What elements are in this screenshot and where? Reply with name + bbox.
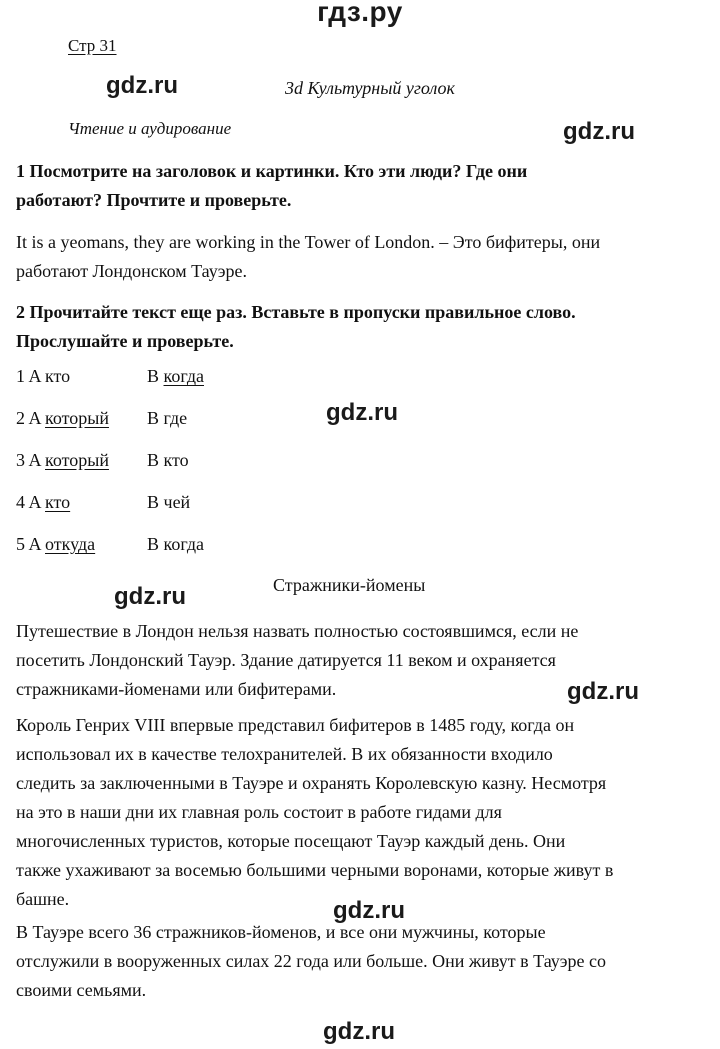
answer-b (147, 366, 204, 387)
answer-b (147, 450, 189, 471)
subsection-title: Чтение и аудирование (68, 119, 232, 138)
paragraph-2: Король Генрих VIII впервые представил бифитеров в 1485 году, когда он использовал их в качестве телохранителей. В их обязанности входило следить за заключенными в Тауэре и охранять Королевскую казну. Несмотря на это в наши дни их главная роль состоит в работе гидами для многочисленных туристов, которые посещают Тауэр каждый день. Они также ухаживают за восемью большими черными воронами, которые живут в башне. (16, 715, 614, 909)
answer-word-b: чей (163, 492, 191, 512)
answer-word-a: который (45, 408, 109, 428)
paragraph-1: Путешествие в Лондон нельзя назвать полностью состоявшимся, если не посетить Лондонский Тауэр. Здание датируется 11 веком и охраняется стражниками-йоменами или бифитерами. (16, 621, 579, 699)
watermark: gdz.ru (567, 678, 639, 705)
answer-number: 2 A (16, 408, 41, 428)
answer-word-b: когда (163, 366, 204, 386)
answer-number: 4 A (16, 492, 41, 512)
answer-a (16, 450, 109, 471)
task2-question: 2 Прочитайте текст еще раз. Вставьте в пропуски правильное слово. Прослушайте и проверьте. (16, 302, 576, 351)
answer-number: 5 A (16, 534, 41, 554)
text-title: Стражники-йомены (273, 575, 426, 595)
answer-word-a: кто (45, 492, 71, 512)
answer-a (16, 408, 109, 429)
page-label: Стр 31 (68, 36, 117, 55)
answer-b (147, 492, 190, 513)
watermark: gdz.ru (563, 118, 635, 145)
answer-number: 3 A (16, 450, 41, 470)
paragraph-3: В Тауэре всего 36 стражников-йоменов, и все они мужчины, которые отслужили в вооруженных силах 22 года или больше. Они живут в Тауэре со своими семьями. (16, 922, 606, 1000)
answer-word-a: который (45, 450, 109, 470)
answer-word-a: кто (45, 366, 71, 386)
answer-letter: B (147, 366, 160, 386)
answer-a (16, 366, 70, 387)
watermark: gdz.ru (114, 583, 186, 610)
answer-word-a: откуда (45, 534, 96, 554)
answer-letter: B (147, 450, 160, 470)
watermark-top: гдз.ру (317, 0, 403, 27)
answer-word-b: где (163, 408, 188, 428)
watermark: gdz.ru (333, 897, 405, 924)
task1-answer: It is a yeomans, they are working in the Tower of London. – Это бифитеры, они работают Лондонском Тауэре. (16, 232, 601, 281)
section-title: 3d Культурный уголок (285, 78, 455, 98)
answer-letter: B (147, 408, 160, 428)
watermark: gdz.ru (323, 1018, 395, 1045)
task1-question: 1 Посмотрите на заголовок и картинки. Кто эти люди? Где они работают? Прочтите и проверьте. (16, 161, 528, 210)
answer-number: 1 A (16, 366, 41, 386)
answer-b (147, 534, 204, 555)
watermark: gdz.ru (106, 72, 178, 99)
answer-a (16, 492, 70, 513)
answer-word-b: кто (163, 450, 189, 470)
answer-letter: B (147, 534, 160, 554)
answer-a (16, 534, 95, 555)
answer-word-b: когда (163, 534, 204, 554)
watermark: gdz.ru (326, 399, 398, 426)
answer-letter: B (147, 492, 160, 512)
answer-b (147, 408, 187, 429)
